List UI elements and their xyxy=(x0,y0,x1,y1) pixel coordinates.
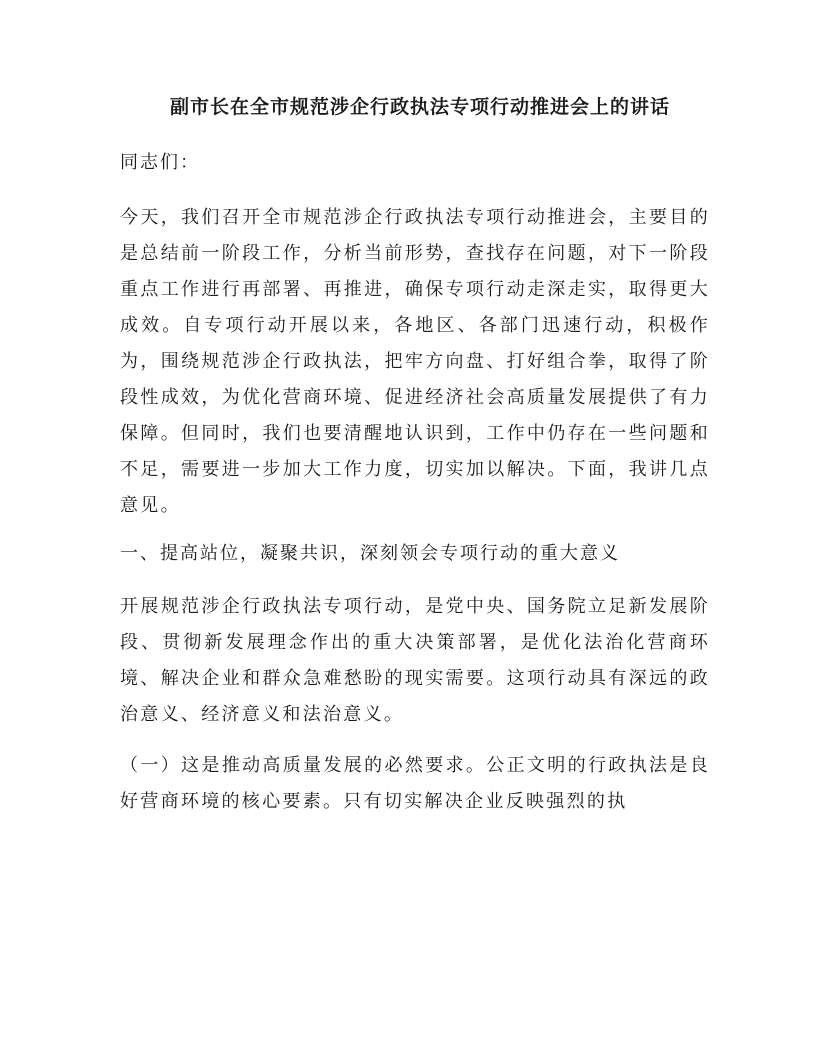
section-1-paragraph: 开展规范涉企行政执法专项行动，是党中央、国务院立足新发展阶段、贯彻新发展理念作出的重大决策部署，是优化法治化营商环境、解决企业和群众急难愁盼的现实需要。这项行动具有深远的政治意义、经济意义和法治意义。 xyxy=(120,596,710,725)
document-title: 副市长在全市规范涉企行政执法专项行动推进会上的讲话 xyxy=(169,96,670,118)
subsection-1-paragraph: （一）这是推动高质量发展的必然要求。公正文明的行政执法是良好营商环境的核心要素。只有切实解决企业反映强烈的执 xyxy=(120,755,710,812)
salutation: 同志们： xyxy=(120,152,200,173)
document-page xyxy=(120,92,710,835)
intro-paragraph: 今天，我们召开全市规范涉企行政执法专项行动推进会，主要目的是总结前一阶段工作，分析当前形势，查找存在问题，对下一阶段重点工作进行再部署、再推进，确保专项行动走深走实，取得更大成效。自专项行动开展以来，各地区、各部门迅速行动，积极作为，围绕规范涉企行政执法，把牢方向盘、打好组合拳，取得了阶段性成效，为优化营商环境、促进经济社会高质量发展提供了有力保障。但同时，我们也要清醒地认识到，工作中仍存在一些问题和不足，需要进一步加大工作力度，切实加以解决。下面，我讲几点意见。 xyxy=(120,207,710,516)
section-1-heading: 一、提高站位，凝聚共识，深刻领会专项行动的重大意义 xyxy=(120,543,620,564)
